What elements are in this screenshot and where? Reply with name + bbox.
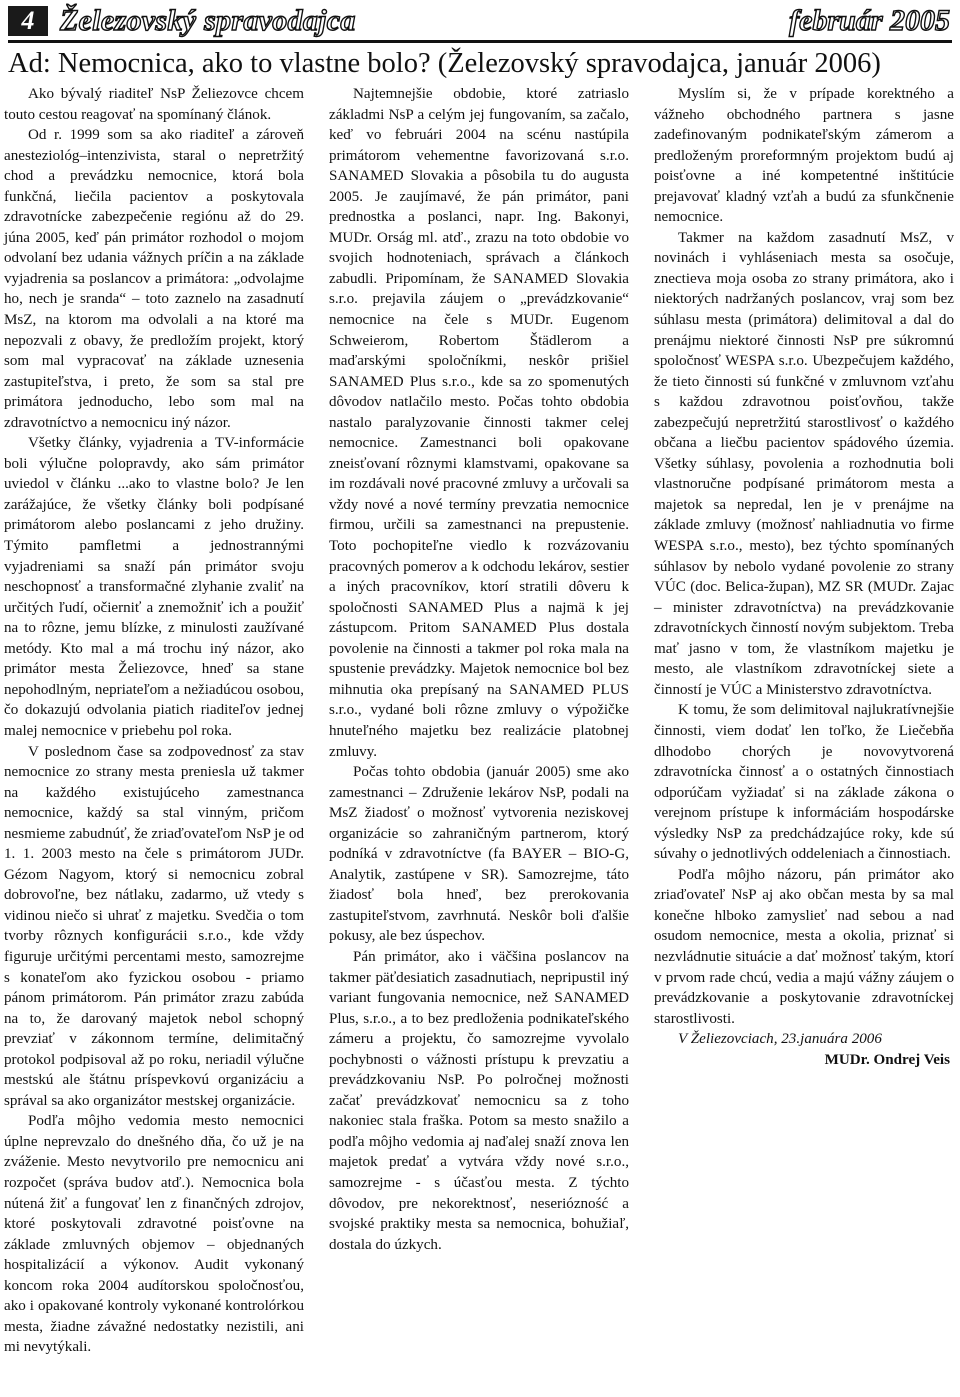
paragraph-responsibility: V poslednom čase sa zodpovednosť za stav nemocnice zo strany mesta preniesla už takmer na každého existujúceho zamestnanca nemocnice, každý sa stal vinným, pričom nesmieme zabudnúť, že zriaďovateľom NsP je od 1. 1. 2003 mesto na čele s primátorom JUDr. Gézom Nagyom, ktorý si nemocnicu zobral dobrovoľne, bez nátlaku, zadarmo, už vtedy s vidinou niečo si uhrať z majetku. Svedčia o tom tvorby rôznych konfigurácii s.r.o., kde vždy figuruje určitými percentami mesto, samozrejme s konateľom ako fyzickou osobou - priamo pánom primátorom. Pán primátor zrazu zabúda na to, že darovaný majetok nebol schopný prevziať v zákonnom termíne, delimitačný protokol podpisoval až po roku, neriadil výlučne mestskú ale štátnu príspevkovú organizáciu a správal sa ako organizátor mestskej organizácie.: [4, 743, 304, 1109]
article-column-1: [4, 84, 304, 1358]
paragraph-delimitation: K tomu, že som delimitoval najlukratívnejšie činnosti, viem dodať len toľko, že Liečebňa dlhodobo chorých je novovytvorená zdravotnícka činnosť a o ostatných činnostiach odporúčam vyžiadať si na základe zákona o verejnom prístupe k informáciám hospodárske výsledky NsP za predchádzajúce roky, kde sú súvahy o jednotlivých oddeleniach a činnostiach.: [654, 702, 954, 863]
header-rule: [8, 40, 952, 43]
paragraph-dismissal: Od r. 1999 som sa ako riaditeľ a zároveň anesteziológ–intenzivista, staral o nepretržitý chod a prevádzku nemocnice, ktorá bola funkčná, liečila pacientov a poskytovala zdravotnícke zabezpečenie regiónu až do 29. júna 2005, keď pán primátor rozhodol o mojom odvolaní bez udania vážnych príčin a na základe vyjadrenia sa poslancov a primátora: „odvolajme ho, nech je sranda“ – toto zaznelo na zasadnutí MsZ, na ktorom ma odvolali a na ktoré ma nepozvali z obavy, že predložím projekt, ktorý som mal vypracovať na základe uznesenia zastupiteľstva, i preto, že som sa stal pre primátora jednoducho, lebo som mal na zdravotníctvo a nemocnicu iný názor.: [4, 127, 304, 431]
article-headline: Ad: Nemocnica, ako to vlastne bolo? (Železovský spravodajca, január 2006): [8, 48, 881, 79]
paragraph-sanamed: Najtemnejšie obdobie, ktoré zatriaslo základmi NsP a celým jej fungovaním, sa začalo, keď vo februári 2004 na scénu nastúpila primátorom vehementne favorizovaná s.r.o. SANAMED Slovakia a pôsobila tu do augusta 2005. Je zaujímavé, že pán primátor, pani prednostka a poslanci, napr. Ing. Bakonyi, MUDr. Orság ml. atď., zrazu na toto obdobie vo svojich hodnoteniach, správach a článkoch zabudli. Pripomínam, že SANAMED Slovakia s.r.o. prejavila záujem o „prevádzkovanie“ nemocnice na čele s MUDr. Eugenom Schweierom, Robertom Štädlerom a maďarskými spoločníkmi, neskôr prišiel SANAMED Plus s.r.o., kde sa zo spomenutých dôvodov natlačilo mesto. Počas tohto obdobia nastalo paralyzovanie činnosti takmer celej nemocnice. Zamestnanci boli opakovane zneisťovaní rôznymi klamstvami, opakovane sa im rozdávali nové pracovné zmluvy a určovali sa vždy nové a nové termíny prevzatia nemocnice firmou, určili sa zamestnanci na prepustenie. Toto pochopiteľne viedlo k rozvázovaniu pracovných pomerov a k odchodu lekárov, sestier a iných pracovníkov, ktorí stratili dôveru k spoločnosti SANAMED Plus a najmä k jej zástupcom. Pritom SANAMED Plus dostala povolenie na činnosti a takmer pol roka mala na spustenie prevádzky. Majetok nemocnice bol bez mihnutia oka prepísaný na SANAMED PLUS s.r.o., vydané boli rôzne zmluvy o výpožičke hnuteľného majetku bez realizácie platobnej zmluvy.: [329, 86, 629, 760]
paragraph-association: Počas tohto obdobia (január 2005) sme ako zamestnanci – Združenie lekárov NsP, podali na MsZ žiadosť o možnosť vytvorenia neziskovej organizácie so zahraničným partnerom, ktorý podníká v zdravotníctve (fa BAYER – BIO-G, Analytik, zastúpene v SR). Samozrejme, táto žiadosť bola hneď, bez prerokovania zastupiteľstvom, zavrhnutá. Neskôr boli ďalšie pokusy, ale bez úspechov.: [329, 764, 629, 945]
page-number: 4: [8, 6, 48, 36]
page-header: [8, 4, 952, 38]
paragraph-articles: Všetky články, vyjadrenia a TV-informácie boli výlučne polopravdy, ako sám primátor uviedol v článku ...ako to vlastne bolo? Je len zarážajúce, že všetky články boli podpísané primátorom alebo poslancami z jeho družiny. Týmito pamfletmi a jednostrannými vyjadreniami sa snaží pán primátor svoju neschopnosť a transformačné zlyhanie zvaliť na určitých ľudí, očierniť a znemožniť ich a použiť na to rôzne, jemu blízke, z minulosti zaužívané metódy. Kto mal a má trochu iný názor, ako primátor mesta Želiezovce, hneď sa stane nepohodlným, nepriateľom a nežiadúcou osobou, čo dokazujú odvolania piatich riaditeľov jednej malej nemocnice v priebehu pol roka.: [4, 435, 304, 739]
issue-date: február 2005: [789, 4, 950, 37]
paragraph-intro: Ako bývalý riaditeľ NsP Želiezovce chcem touto cestou reagovať na spomínaný článok.: [4, 86, 304, 123]
paragraph-takeover: Podľa môjho vedomia mesto nemocnici úplne neprevzalo do dnešného dňa, čo už je na zváženie. Mesto nevytvorilo pre nemocnicu ani rozpočet (správa budov atď.). Nemocnica bola nútená žiť a fungovať len z finančných zdrojov, ktoré poskytovali zdravotné poisťovne na základe zmluvných objemov – objednaných hospitalizácií a výkonov. Audit vykonaný koncom roka 2004 audítorskou spoločnosťou, ako i opakované kontroly vykonané kontrolórkou mesta, žiadne závažné nedostatky nezistili, ani mi nevytýkali.: [4, 1113, 304, 1356]
paragraph-conclusion: Podľa môjho názoru, pán primátor ako zriaďovateľ NsP aj ako občan mesta by sa mal konečne hlboko zamyslieť nad sebou a nad osudom nemocnice, mesta a okolia, priznať si nezvládnutie situácie a dať možnosť takým, ktorí v prvom rade chcú, vedia a majú vážny záujem o prevádzkovanie a poskytovanie zdravotníckej starostlivosti.: [654, 866, 954, 1027]
paragraph-mayor-variant: Pán primátor, ako i väčšina poslancov na takmer päťdesiatich zasadnutiach, nepripustil iný variant fungovania nemocnice, než SANAMED Plus, s.r.o., a to bez predloženia podnikateľského zámeru a projektu, čo samozrejme vyvolalo pochybnosti o vážnosti prístupu k prevzatiu a prevádzkovaniu NsP. Po polročnej možnosti začať prevádzkovať nemocnicu sa z toho nakoniec stala fraška. Potom sa mesto snažilo a podľa môjho vedomia aj naďalej snaží znova len majetok predať a vytvára vždy nové s.r.o., samozrejme - s účasťou mesta. Z týchto dôvodov, pre nekorektnosť, neseriózność a svojské praktiky mesta sa nemocnica, bohužiaľ, dostala do úzkych.: [329, 948, 629, 1253]
publication-title: Železovský spravodajca: [60, 4, 356, 37]
paragraph-wespa: Takmer na každom zasadnutí MsZ, v novinách i vyhláseniach mesta sa osočuje, znectieva moja osoba zo strany primátora, ako i niektorých nadržaných poslancov, vraj som bez súhlasu mesta (primátora) delimitoval a dal do prenájmu niektoré činnosti NsP pre súkromnú spoločnosť WESPA s.r.o. Ubezpečujem každého, že tieto činnosti sú funkčné v zmluvnom vzťahu s každou zdravotnou poisťovňou, takže zabezpečujú nepretržitú starostlivosť o každého občana a liečbu pacientov spádového územia. Všetky súhlasy, povolenia a rozhodnutia boli vlastnoručne podpísané primátorom mesta a majetok sa nepredal, len je v prenájme na základe zmluvy (možnosť nahliadnutia vo firme WESPA s.r.o., mesto), bez týchto spomínaných súhlasov by nebolo vydané povolenie zo strany VÚC (doc. Belica-župan), MZ SR (MUDr. Zajac – minister zdravotníctva) na prevádzkovanie zdravotníckych činností novým subjektom. Treba mať jasno v tom, že vlastníkom majetku je mesto, ale vlastníkom zdravotníckej siete a činností je VÚC a Ministerstvo zdravotníctva.: [654, 229, 954, 698]
author-signature: MUDr. Ondrej Veis: [824, 1051, 950, 1068]
paragraph-partner: Myslím si, že v prípade korektného a vážneho obchodného partnera s jasne zadefinovaným podnikateľským zámerom a predloženým proreformným projektom budú aj poisťovne a iné kompetentné inštitúcie prejavovať kladný vzťah a budú za sfunkčnenie nemocnice.: [654, 86, 954, 226]
article-column-2: [329, 84, 629, 1255]
article-column-3: [654, 84, 954, 1070]
signoff-place-date: V Želiezovciach, 23.januára 2006: [678, 1031, 882, 1048]
